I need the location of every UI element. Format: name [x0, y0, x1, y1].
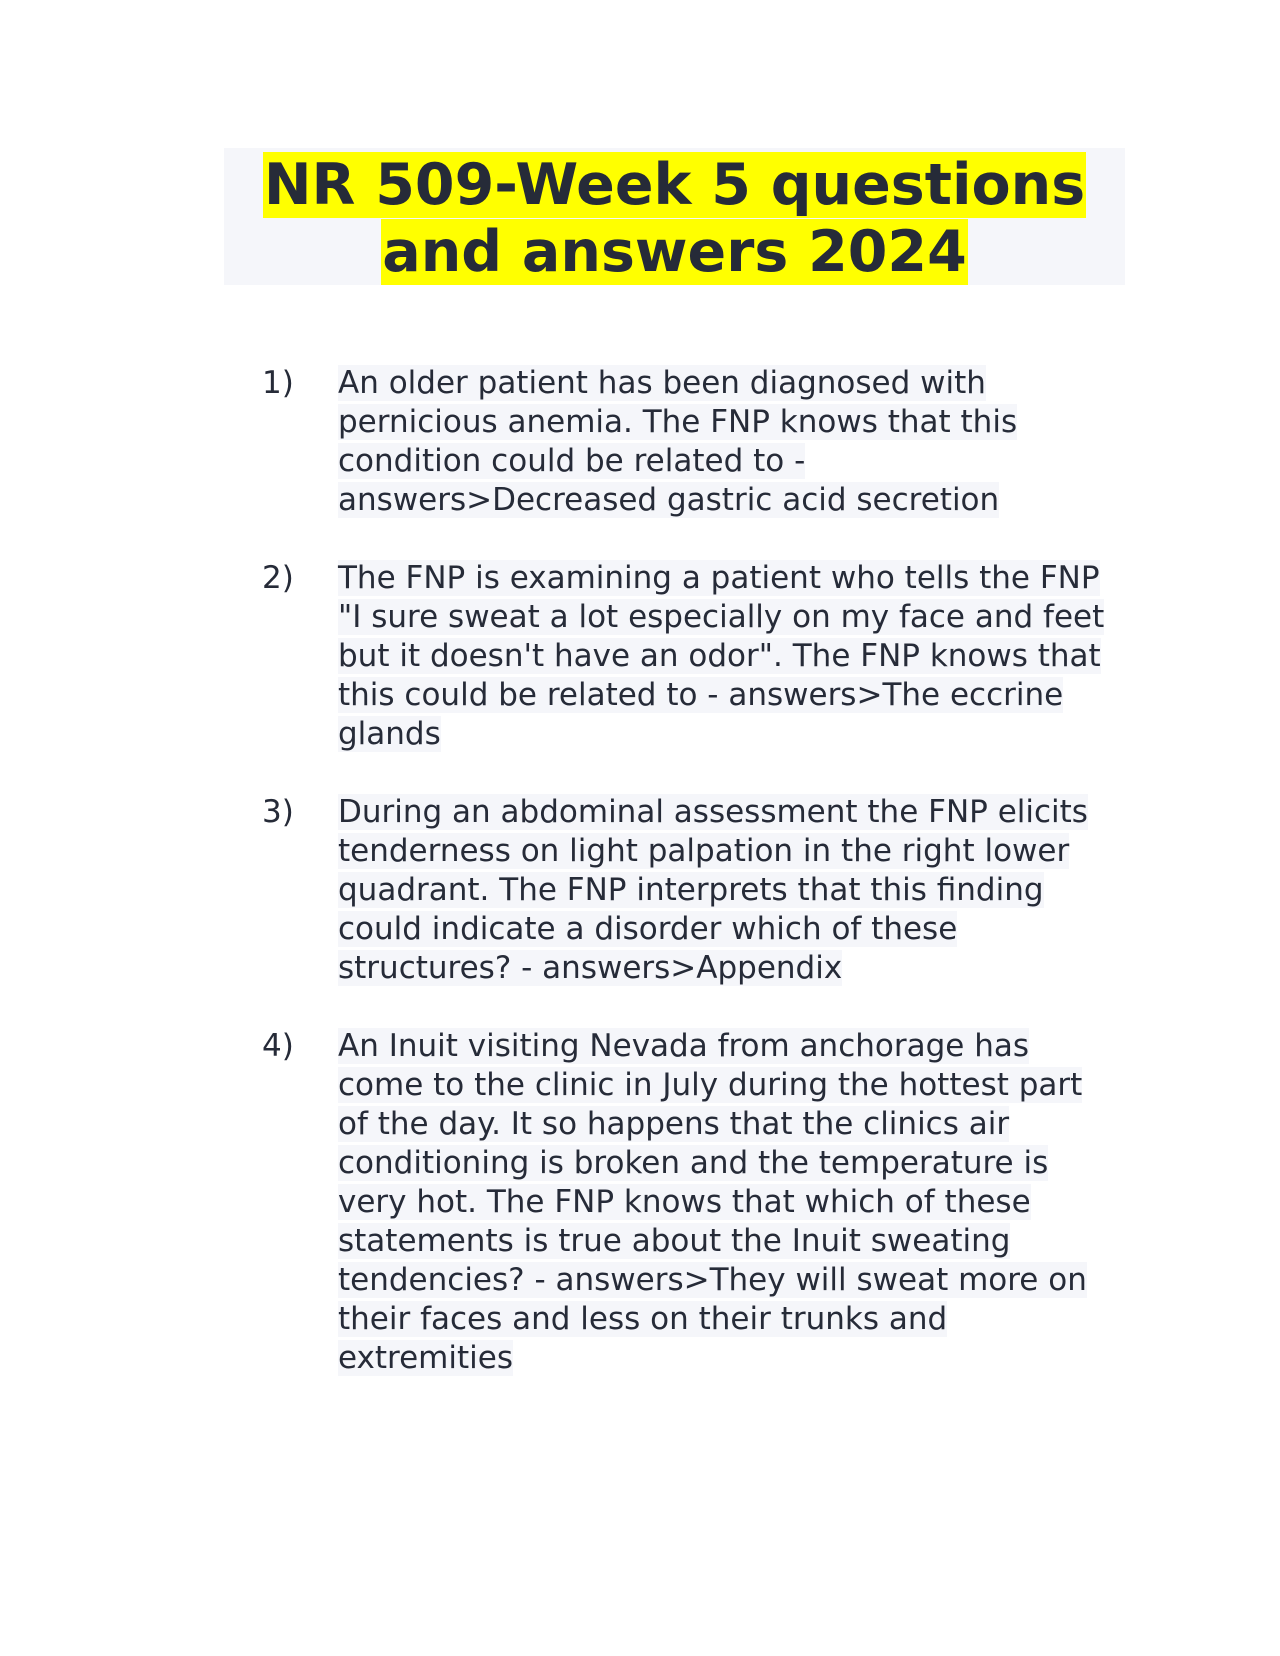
question-number: 2): [262, 560, 294, 596]
question-text-content: During an abdominal assessment the FNP elicits tenderness on light palpation in the right lower quadrant. The FNP interprets that this finding could indicate a disorder which of these structures? - answers>Appendix: [338, 794, 1088, 986]
question-text-content: The FNP is examining a patient who tells the FNP "I sure sweat a lot especially on my face and feet but it doesn't have an odor". The FNP knows that this could be related to - answers>The eccrine glands: [338, 560, 1105, 752]
question-text-content: An Inuit visiting Nevada from anchorage has come to the clinic in July during the hottest part of the day. It so happens that the clinics air conditioning is broken and the temperature is very hot. The FNP knows that which of these statements is true about the Inuit sweating tendencies? - answers>They will sweat more on their faces and less on their trunks and extremities: [338, 1028, 1087, 1376]
question-text: [338, 559, 1118, 754]
question-text: [338, 1027, 1118, 1378]
question-text: [338, 793, 1118, 988]
question-number: 1): [262, 365, 294, 401]
question-item: [262, 793, 1122, 988]
document-title-block: [224, 148, 1125, 285]
question-item: [262, 364, 1122, 520]
question-text-content: An older patient has been diagnosed with pernicious anemia. The FNP knows that this condition could be related to - answers>Decreased gastric acid secretion: [338, 365, 1018, 518]
document-title-highlight: NR 509-Week 5 questions and answers 2024: [263, 152, 1086, 285]
question-number: 3): [262, 794, 294, 830]
question-text: [338, 364, 1118, 520]
question-list: [262, 364, 1122, 1417]
question-item: [262, 1027, 1122, 1378]
question-number: 4): [262, 1028, 294, 1064]
document-title: [224, 152, 1125, 286]
question-item: [262, 559, 1122, 754]
